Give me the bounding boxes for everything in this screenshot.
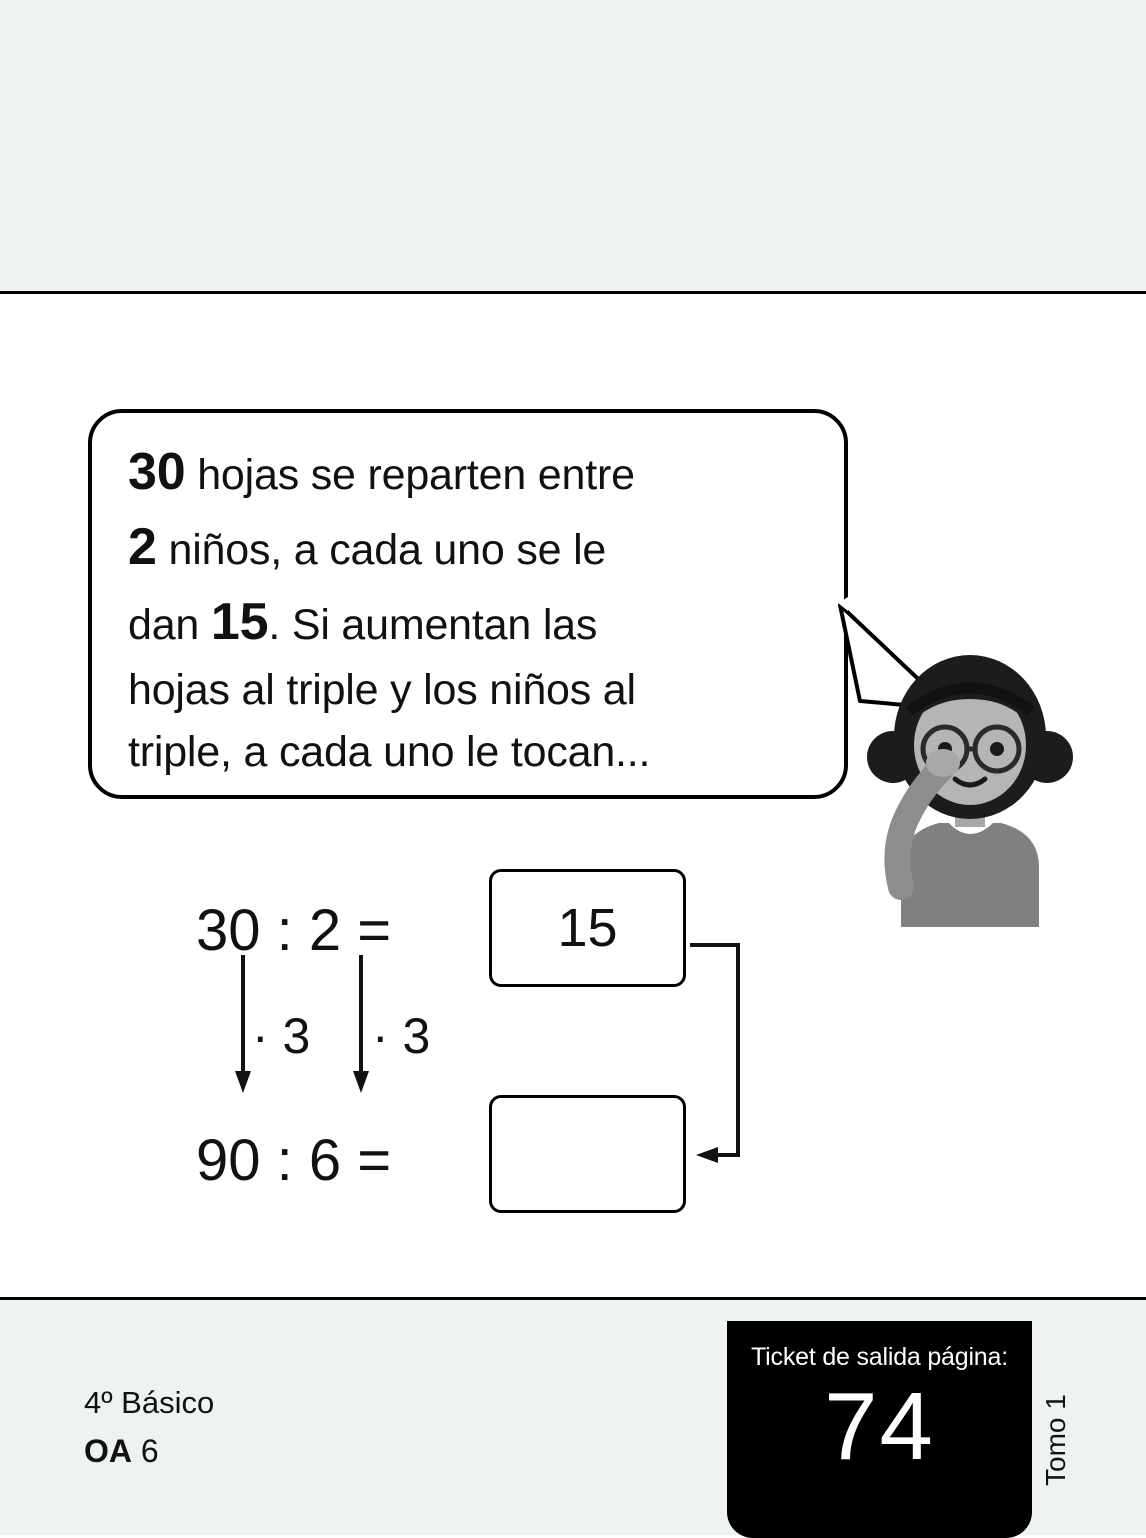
page-number: 74 — [824, 1373, 935, 1480]
top-blank-band — [0, 0, 1146, 294]
equation-top: 30 : 2 = — [196, 898, 392, 963]
multiplier-left: · 3 — [252, 1008, 311, 1064]
grade-label: 4º Básico — [84, 1385, 215, 1420]
answer-box-top[interactable]: 15 — [489, 869, 686, 987]
bubble-line-5: triple, a cada uno le tocan... — [128, 727, 651, 776]
bubble-line-4: hojas al triple y los niños al — [128, 665, 636, 714]
bubble-number-2: 2 — [128, 517, 157, 576]
exit-ticket-badge — [727, 1321, 1032, 1538]
bubble-line-3: dan 15. Si aumentan las — [128, 592, 598, 651]
multiplier-right: · 3 — [372, 1008, 431, 1064]
bubble-line-2: 2 niños, a cada uno se le — [128, 517, 607, 576]
footer-meta — [84, 1380, 214, 1475]
bubble-line-1: 30 hojas se reparten entre — [128, 443, 635, 501]
page-footer — [0, 1297, 1146, 1535]
bubble-number-30: 30 — [128, 443, 186, 501]
volume-label: Tomo 1 — [1040, 1394, 1071, 1486]
speech-bubble — [88, 409, 848, 799]
oa-number: 6 — [140, 1432, 159, 1469]
oa-prefix: OA — [84, 1432, 132, 1469]
equation-area — [0, 877, 1146, 1257]
answer-box-bottom[interactable] — [489, 1095, 686, 1213]
equation-bottom: 90 : 6 = — [196, 1128, 392, 1193]
bubble-number-15: 15 — [210, 592, 269, 651]
exit-ticket-label: Ticket de salida página: — [751, 1343, 1008, 1371]
exercise-main-area — [0, 297, 1146, 1297]
speech-bubble-text — [128, 435, 818, 783]
oa-label — [84, 1427, 214, 1475]
